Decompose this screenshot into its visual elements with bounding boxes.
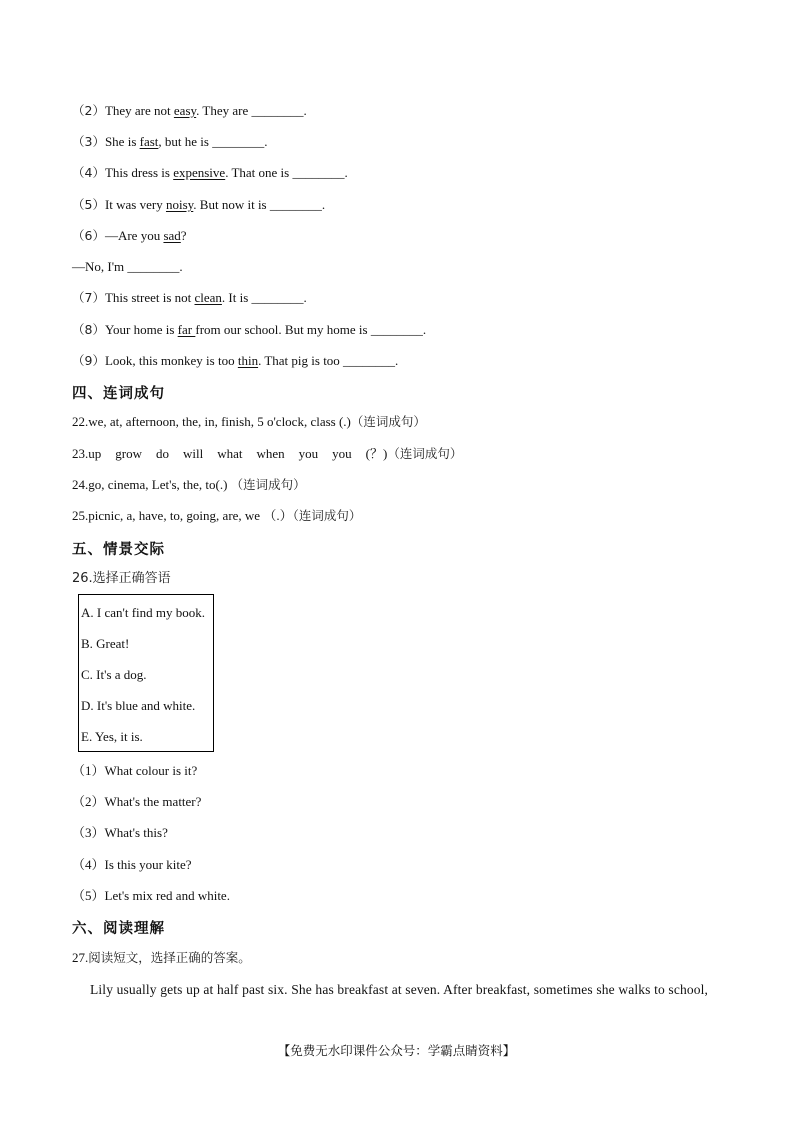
option-e: E. Yes, it is. bbox=[81, 729, 143, 744]
dialogue-item-2: （2）What's the matter? bbox=[72, 794, 202, 809]
dialogue-item-5: （5）Let's mix red and white. bbox=[72, 888, 230, 903]
dialogue-item-3: （3）What's this? bbox=[72, 825, 168, 840]
fill-item-7: （7）This street is not clean. It is ________. bbox=[72, 290, 307, 305]
question-26: 26.选择正确答语 bbox=[72, 571, 171, 586]
fill-item-9: （9）Look, this monkey is too thin. That pig is too ________. bbox=[72, 353, 399, 368]
dialogue-item-1: （1）What colour is it? bbox=[72, 763, 198, 778]
fill-item-6-answer: —No, I'm ________. bbox=[72, 259, 183, 274]
dialogue-item-4: （4）Is this your kite? bbox=[72, 857, 192, 872]
section-heading-5: 五、情景交际 bbox=[72, 542, 165, 558]
question-25: 25.picnic, a, have, to, going, are, we （.）（连词成句） bbox=[72, 508, 362, 523]
fill-item-3: （3）She is fast, but he is ________. bbox=[72, 134, 268, 149]
option-c: C. It's a dog. bbox=[81, 667, 147, 682]
fill-item-6: （6）—Are you sad? bbox=[72, 228, 187, 243]
question-22: 22.we, at, afternoon, the, in, finish, 5 o'clock, class (.)（连词成句） bbox=[72, 414, 426, 429]
fill-item-2: （2）They are not easy. They are ________. bbox=[72, 103, 307, 118]
fill-item-8: （8）Your home is far from our school. But my home is ________. bbox=[72, 322, 427, 337]
question-23: 23.up grow do will what when you you (？)（连词成句） bbox=[72, 446, 463, 461]
option-b: B. Great! bbox=[81, 636, 130, 651]
question-24: 24.go, cinema, Let's, the, to(.) （连词成句） bbox=[72, 477, 306, 492]
option-d: D. It's blue and white. bbox=[81, 698, 196, 713]
reading-passage: Lily usually gets up at half past six. She has breakfast at seven. After breakfast, sometimes she walks to school, bbox=[90, 982, 709, 997]
page-footer: 【免费无水印课件公众号：学霸点睛资料】 bbox=[277, 1043, 516, 1058]
option-a: A. I can't find my book. bbox=[81, 605, 206, 620]
fill-item-4: （4）This dress is expensive. That one is ________. bbox=[72, 165, 348, 180]
section-heading-6: 六、阅读理解 bbox=[72, 921, 165, 937]
section-heading-4: 四、连词成句 bbox=[72, 386, 165, 402]
answer-options-box bbox=[78, 594, 214, 752]
fill-item-5: （5）It was very noisy. But now it is ________. bbox=[72, 197, 326, 212]
question-27: 27.阅读短文，选择正确的答案。 bbox=[72, 950, 251, 965]
